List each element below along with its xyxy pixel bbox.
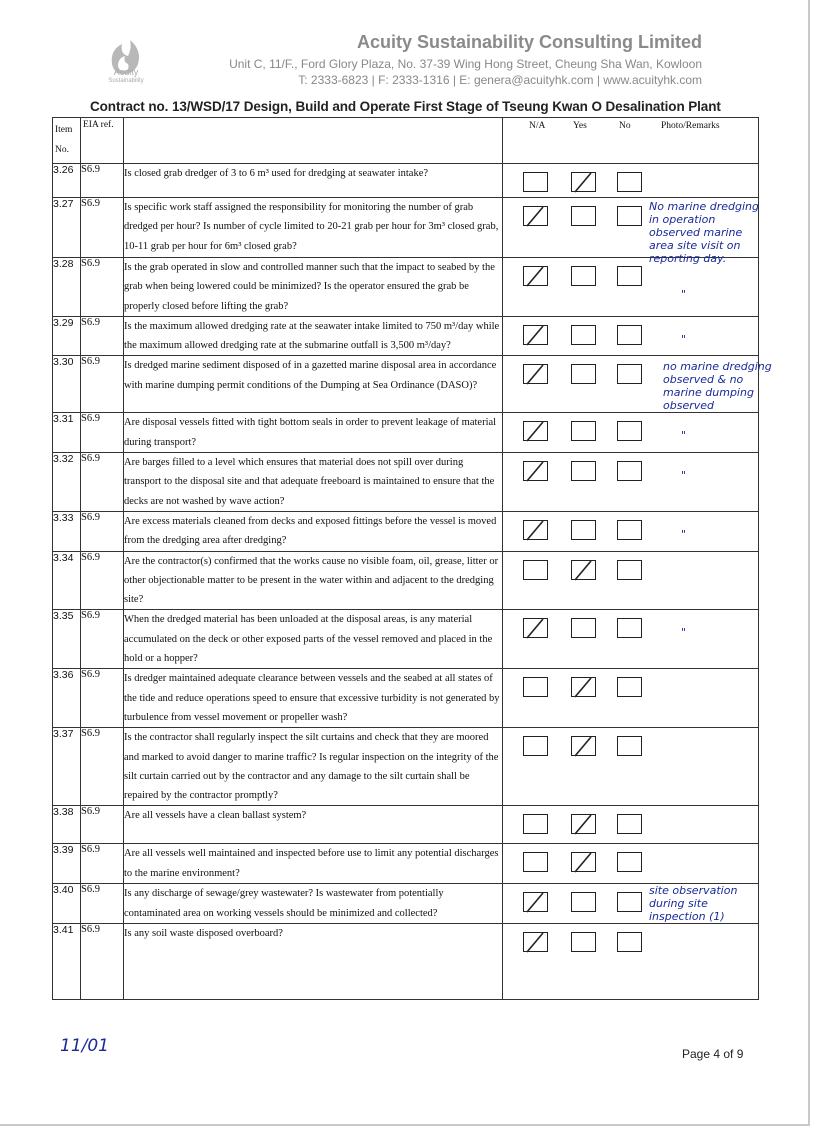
table-row [53,356,759,413]
checkbox-na[interactable] [523,677,548,697]
checkbox-yes[interactable] [571,814,596,834]
answer-cell [503,356,772,413]
answer-cell [503,669,759,728]
page-number: Page 4 of 9 [682,1047,744,1061]
item-number: 3.37 [53,728,81,806]
eia-ref: S6.9 [81,164,124,198]
checkbox-no[interactable] [617,461,642,481]
checkbox-no[interactable] [617,520,642,540]
checkbox-yes[interactable] [571,364,596,384]
question-text: Is dredged marine sediment disposed of in a gazetted marine disposal area in accordance with marine dumping permit conditions of the Dumping at Sea Ordinance (DASO)? [124,356,503,413]
answer-cell [503,551,759,610]
item-number: 3.35 [53,610,81,669]
header-item-no: Item No. [53,118,81,164]
check-mark-icon [574,737,594,757]
answer-cell [503,413,759,453]
checkbox-na[interactable] [523,172,548,192]
checkbox-na[interactable] [523,932,548,952]
question-text: Is dredger maintained adequate clearance between vessels and the seabed at all states of the tide and reduce operations speed to ensure that excessive turbidity is not generated by turbulence from vessel movement or propeller wash? [124,669,503,728]
handwritten-remark: site observation during site inspection (1) [649,884,738,924]
company-address: Unit C, 11/F., Ford Glory Plaza, No. 37-39 Wing Hong Street, Cheung Sha Wan, Kowloon [229,57,702,71]
table-row [53,511,759,551]
company-name: Acuity Sustainability Consulting Limited [356,32,702,52]
table-row [53,453,759,512]
checkbox-no[interactable] [617,325,642,345]
handwritten-ditto-mark: " [681,469,687,483]
eia-ref: S6.9 [81,258,124,317]
answer-cell [503,728,759,806]
eia-ref: S6.9 [81,316,124,356]
answer-cell [503,610,759,669]
checkbox-na[interactable] [523,892,548,912]
table-row [53,413,759,453]
checkbox-yes[interactable] [571,266,596,286]
eia-ref: S6.9 [81,844,124,884]
checkbox-no[interactable] [617,932,642,952]
checkbox-na[interactable] [523,852,548,872]
check-mark-icon [526,326,546,346]
checkbox-na[interactable] [523,618,548,638]
eia-ref: S6.9 [81,413,124,453]
item-number: 3.26 [53,164,81,198]
checkbox-no[interactable] [617,266,642,286]
question-text: Are the contractor(s) confirmed that the works cause no visible foam, oil, grease, litter or other objectionable matter to be present in the water within and adjacent to the dredging site? [124,551,503,610]
handwritten-initials: 11/01 [60,1036,109,1056]
checkbox-na[interactable] [523,364,548,384]
header-na: N/A [529,121,546,131]
table-row [53,610,759,669]
item-number: 3.36 [53,669,81,728]
logo-tagline: Sustainability [108,78,144,84]
item-number: 3.40 [53,884,81,924]
checkbox-yes[interactable] [571,421,596,441]
check-mark-icon [574,815,594,835]
answer-cell [503,806,759,844]
item-number: 3.32 [53,453,81,512]
check-mark-icon [526,521,546,541]
item-number: 3.33 [53,511,81,551]
checkbox-yes[interactable] [571,852,596,872]
answer-cell [503,258,759,317]
item-number: 3.38 [53,806,81,844]
logo-text [96,68,156,86]
answer-cell [503,164,759,198]
answer-cell [503,884,759,924]
table-row [53,258,759,317]
check-mark-icon [526,207,546,227]
header-no: No [619,121,631,131]
company-contact: T: 2333-6823 | F: 2333-1316 | E: genera@acuityhk.com | www.acuityhk.com [298,73,702,87]
logo-name: Acuity [113,67,139,77]
checkbox-no[interactable] [617,892,642,912]
checkbox-no[interactable] [617,852,642,872]
table-row [53,884,759,924]
check-mark-icon [574,853,594,873]
checkbox-no[interactable] [617,421,642,441]
item-number: 3.27 [53,198,81,258]
checkbox-yes[interactable] [571,932,596,952]
checkbox-no[interactable] [617,736,642,756]
handwritten-ditto-mark: " [681,626,687,640]
checkbox-no[interactable] [617,677,642,697]
checkbox-yes[interactable] [571,677,596,697]
table-row [53,806,759,844]
question-text: Are all vessels well maintained and inspected before use to limit any potential discharges to the marine environment? [124,844,503,884]
question-text: Are barges filled to a level which ensures that material does not spill over during transport to the disposal site and that adequate freeboard is maintained to ensure that the decks are not washed by wave action? [124,453,503,512]
question-text: Is any soil waste disposed overboard? [124,924,503,1000]
question-text: Is closed grab dredger of 3 to 6 m³ used for dredging at seawater intake? [124,164,503,198]
question-text: Is the maximum allowed dredging rate at the seawater intake limited to 750 m³/day while the maximum allowed dredging rate at the submarine outfall is 3,500 m³/day? [124,316,503,356]
answer-cell [503,511,759,551]
checkbox-na[interactable] [523,206,548,226]
company-header [229,32,702,87]
checkbox-yes[interactable] [571,736,596,756]
checkbox-no[interactable] [617,206,642,226]
header-yes: Yes [573,121,587,131]
checkbox-no[interactable] [617,814,642,834]
checkbox-no[interactable] [617,618,642,638]
checkbox-na[interactable] [523,520,548,540]
answer-cell [503,316,759,356]
eia-ref: S6.9 [81,728,124,806]
header-remarks: Photo/Remarks [661,121,720,131]
question-text: When the dredged material has been unloaded at the disposal areas, is any material accumulated on the deck or other exposed parts of the vessel removed and placed in the hold or a hopper? [124,610,503,669]
handwritten-ditto-mark: " [681,288,687,301]
answer-cell [503,844,759,884]
checkbox-na[interactable] [523,461,548,481]
checkbox-no[interactable] [617,560,642,580]
table-row [53,551,759,610]
checkbox-yes[interactable] [571,560,596,580]
answer-cell [503,453,759,512]
eia-ref: S6.9 [81,610,124,669]
checkbox-na[interactable] [523,560,548,580]
table-row [53,844,759,884]
table-row [53,316,759,356]
question-text: Are all vessels have a clean ballast system? [124,806,503,844]
handwritten-ditto-mark: " [681,332,687,346]
contract-title: Contract no. 13/WSD/17 Design, Build and Operate First Stage of Tseung Kwan O Desalination Plant [90,99,721,114]
checkbox-na[interactable] [523,421,548,441]
question-text: Is any discharge of sewage/grey wastewater? Is wastewater from potentially contaminated area on working vessels should be minimized and collected? [124,884,503,924]
item-number: 3.31 [53,413,81,453]
answer-cell [503,924,759,1000]
checkbox-no[interactable] [617,172,642,192]
eia-ref: S6.9 [81,551,124,610]
check-mark-icon [526,893,546,913]
table-row [53,669,759,728]
check-mark-icon [526,267,546,287]
eia-ref: S6.9 [81,806,124,844]
eia-ref: S6.9 [81,511,124,551]
checkbox-no[interactable] [617,364,642,384]
item-number: 3.29 [53,316,81,356]
question-text: Is the contractor shall regularly inspect the silt curtains and check that they are moored and marked to avoid danger to marine traffic? Is regular inspection on the integrity of the silt curtain carried out by the contractor and any damage to the silt curtain shall be repaired by the contractor promptly? [124,728,503,806]
item-number: 3.34 [53,551,81,610]
checkbox-yes[interactable] [571,206,596,226]
eia-ref: S6.9 [81,924,124,1000]
handwritten-remark: No marine dredging in operation observed marine area site visit on reporting day. [649,200,759,265]
check-mark-icon [526,462,546,482]
checkbox-yes[interactable] [571,461,596,481]
checkbox-yes[interactable] [571,172,596,192]
header-eia-ref: EIA ref. [81,118,124,164]
check-mark-icon [526,619,546,639]
check-mark-icon [526,422,546,442]
checkbox-yes[interactable] [571,892,596,912]
eia-ref: S6.9 [81,453,124,512]
checkbox-na[interactable] [523,814,548,834]
check-mark-icon [574,678,594,698]
item-number: 3.30 [53,356,81,413]
check-mark-icon [574,173,594,193]
header-question [124,118,503,164]
handwritten-ditto-mark: " [681,527,687,541]
question-text: Is specific work staff assigned the responsibility for monitoring the number of grab dredged per hour? Is number of cycle limited to 20-21 grab per hour for 3m³ closed grab, 10-11 grab per hour for 6m³ closed grab? [124,198,503,258]
question-text: Are disposal vessels fitted with tight bottom seals in order to prevent leakage of material during transport? [124,413,503,453]
table-row [53,924,759,1000]
checkbox-yes[interactable] [571,520,596,540]
check-mark-icon [526,365,546,385]
answer-cell [503,198,759,265]
checkbox-yes[interactable] [571,325,596,345]
checkbox-na[interactable] [523,325,548,345]
item-number: 3.28 [53,258,81,317]
checkbox-na[interactable] [523,266,548,286]
checkbox-na[interactable] [523,736,548,756]
item-number: 3.39 [53,844,81,884]
table-row [53,198,759,258]
eia-ref: S6.9 [81,884,124,924]
checkbox-yes[interactable] [571,618,596,638]
table-row [53,728,759,806]
eia-ref: S6.9 [81,198,124,258]
check-mark-icon [574,561,594,581]
eia-ref: S6.9 [81,356,124,413]
check-mark-icon [526,933,546,953]
handwritten-ditto-mark: " [681,429,687,443]
item-number: 3.41 [53,924,81,1000]
header-answers [503,118,759,164]
table-header-row [53,118,759,164]
question-text: Are excess materials cleaned from decks and exposed fittings before the vessel is moved from the dredging area after dredging? [124,511,503,551]
table-row [53,164,759,198]
checklist-table [52,117,772,1000]
question-text: Is the grab operated in slow and controlled manner such that the impact to seabed by the grab when being lowered could be minimized? Is the operator ensured the grab be properly closed before lifting the grab? [124,258,503,317]
eia-ref: S6.9 [81,669,124,728]
handwritten-remark: no marine dredging observed & no marine dumping observed [663,360,772,413]
